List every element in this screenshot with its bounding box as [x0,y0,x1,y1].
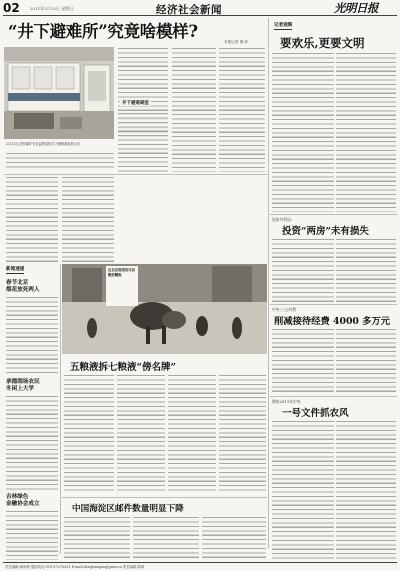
photo-story-headline: 五粮液拆七粮液“傍名牌” [70,362,176,373]
page-number: 02 [3,1,20,15]
sidebar-top-text [6,176,58,262]
commentary-label: 记者观察 [274,23,293,28]
photo-caption: 在北京南苑的市民燃放鞭炮 [108,268,136,277]
date-line: 2011年2月13日 星期日 [30,6,74,11]
sidebar-item-2-body [6,395,58,491]
commentary-body-col-2 [336,52,396,212]
investment-headline: 投资“两房”未有损失 [282,226,369,237]
photo-story-col-3 [168,374,216,494]
sidebar-divider [60,264,61,554]
postal-body-col-3 [202,516,266,560]
first-doc-kicker: 聚焦2011年中央 [272,399,301,404]
photo-lion-dance [62,264,267,354]
first-doc-body-col-2 [336,420,396,560]
footer-credits: 责任编辑:柯雨顿 版面电话:010-67078301 E-mail:dongbianjun@gmw.cn 美术编辑:陈明 [5,565,145,569]
lead-body-col-1b [118,112,168,172]
news-flash-label: 新闻速递 [6,267,25,272]
sidebar-item-3-headline: 吉林绿色 金融协会成立 [6,494,40,507]
newspaper-logo: 光明日报 [334,1,378,15]
lead-body-col-2 [172,47,216,172]
masthead [0,0,400,16]
lead-photo-shelter [4,47,114,139]
lead-body-col-3 [219,47,265,172]
investment-kicker: 国家外管局: [272,217,293,222]
center-bottom-rule [62,497,267,498]
lead-photo-caption: 2月12日,国家煤矿安全监察局的井下避难硐室展示区 [6,142,81,146]
sidebar-item-1-headline: 春节北京 烟花放死两人 [6,280,40,293]
sidebar-top-text-2 [62,176,114,262]
sidebar-item-3-body [6,510,58,560]
postal-body-col-2 [133,516,199,560]
lead-headline: “井下避难所”究竟啥模样? [8,22,198,41]
postal-headline: 中国海淀区邮件数量明显下降 [72,504,184,514]
investment-bottom-rule [270,304,397,305]
commentary-body-col-1 [272,52,334,212]
budget-body-col-2 [336,328,396,394]
investment-body-col-1 [272,238,334,302]
photo-caption-box [106,266,138,306]
photo-story-col-1 [64,374,114,494]
first-doc-headline: 一号文件抓农风 [282,408,349,419]
photo-story-col-4 [219,374,266,494]
postal-body-col-1 [64,516,130,560]
lead-subhead: 井下避难硐室 [122,101,149,106]
lead-photo-caption-text [6,152,114,170]
commentary-bottom-rule [270,214,397,215]
investment-body-col-2 [336,238,396,302]
sidebar-item-1-body [6,296,58,376]
budget-headline: 削减接待经费 4000 多万元 [274,316,391,327]
lead-byline: 本报记者 谭 萍 [224,40,248,44]
section-title: 经济社会新闻 [156,3,222,16]
footer-rule [3,562,397,563]
budget-kicker: 中央:三公经费 [272,307,297,312]
first-doc-body-col-1 [272,420,334,560]
right-column-divider [268,18,269,548]
budget-body-col-1 [272,328,334,394]
budget-bottom-rule [270,396,397,397]
masthead-rule [3,15,397,16]
lead-bottom-rule [4,174,268,175]
photo-story-col-2 [117,374,165,494]
commentary-headline: 要欢乐,更要文明 [280,36,365,50]
sidebar-item-2-headline: 承德围场农民 冬闲上大学 [6,379,40,392]
